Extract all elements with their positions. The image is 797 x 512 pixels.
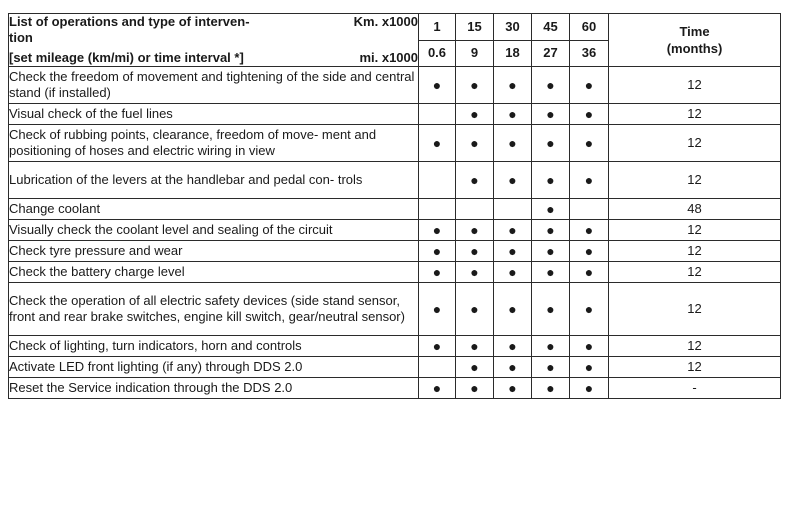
interval-mark: ● [456, 262, 494, 283]
months-label: (months) [666, 41, 723, 56]
interval-mark: ● [419, 125, 456, 162]
interval-mark: ● [532, 336, 570, 357]
operations-header-title: List of operations and type of interven- [9, 14, 250, 29]
interval-mark: ● [570, 67, 609, 104]
interval-mark: ● [419, 67, 456, 104]
operation-text: Check of lighting, turn indicators, horn and controls [9, 336, 419, 357]
operations-header-title-cont: tion [9, 30, 33, 45]
table-row [9, 336, 781, 357]
interval-mark: ● [456, 220, 494, 241]
interval-mark: ● [419, 336, 456, 357]
time-interval-value: 48 [609, 199, 781, 220]
km-interval: 45 [532, 14, 570, 41]
interval-mark: ● [532, 104, 570, 125]
interval-mark: ● [532, 125, 570, 162]
table-row [9, 283, 781, 336]
interval-mark: ● [494, 104, 532, 125]
interval-mark: ● [570, 241, 609, 262]
time-interval-value: 12 [609, 162, 781, 199]
time-interval-value: 12 [609, 104, 781, 125]
time-months-header [609, 14, 781, 67]
empty-cell [570, 199, 609, 220]
empty-cell [494, 199, 532, 220]
km-interval: 1 [419, 14, 456, 41]
mi-interval: 27 [532, 40, 570, 67]
interval-mark: ● [456, 104, 494, 125]
interval-mark: ● [570, 283, 609, 336]
interval-mark: ● [456, 125, 494, 162]
time-interval-value: - [609, 378, 781, 399]
operation-text: Check the freedom of movement and tightening of the side and central stand (if installed) [9, 67, 419, 104]
interval-mark: ● [494, 357, 532, 378]
interval-mark: ● [570, 220, 609, 241]
table-row [9, 262, 781, 283]
interval-note: [set mileage (km/mi) or time interval *] [9, 50, 244, 65]
operation-text: Lubrication of the levers at the handlebar and pedal con- trols [9, 162, 419, 199]
interval-mark: ● [532, 199, 570, 220]
empty-cell [419, 104, 456, 125]
interval-mark: ● [570, 262, 609, 283]
interval-mark: ● [532, 162, 570, 199]
interval-mark: ● [494, 241, 532, 262]
interval-mark: ● [494, 125, 532, 162]
km-unit-label: Km. x1000 [353, 14, 418, 29]
interval-mark: ● [532, 241, 570, 262]
interval-mark: ● [570, 162, 609, 199]
time-interval-value: 12 [609, 336, 781, 357]
mi-interval: 18 [494, 40, 532, 67]
interval-mark: ● [456, 336, 494, 357]
time-interval-value: 12 [609, 220, 781, 241]
interval-mark: ● [456, 241, 494, 262]
interval-mark: ● [456, 162, 494, 199]
operation-text: Check the operation of all electric safety devices (side stand sensor, front and rear brake switches, engine kill switch, gear/neutral sensor) [9, 283, 419, 336]
interval-mark: ● [494, 283, 532, 336]
interval-mark: ● [532, 357, 570, 378]
table-row [9, 125, 781, 162]
mi-interval: 36 [570, 40, 609, 67]
operation-text: Check the battery charge level [9, 262, 419, 283]
mi-interval: 0.6 [419, 40, 456, 67]
interval-mark: ● [419, 283, 456, 336]
operation-text: Reset the Service indication through the DDS 2.0 [9, 378, 419, 399]
empty-cell [419, 357, 456, 378]
operation-text: Check of rubbing points, clearance, freedom of move- ment and positioning of hoses and electric wiring in view [9, 125, 419, 162]
table-row [9, 162, 781, 199]
operation-text: Check tyre pressure and wear [9, 241, 419, 262]
time-label: Time [679, 24, 710, 39]
km-interval: 30 [494, 14, 532, 41]
interval-mark: ● [419, 241, 456, 262]
interval-mark: ● [494, 378, 532, 399]
interval-mark: ● [532, 67, 570, 104]
time-interval-value: 12 [609, 357, 781, 378]
interval-mark: ● [419, 262, 456, 283]
time-interval-value: 12 [609, 125, 781, 162]
interval-mark: ● [494, 336, 532, 357]
interval-mark: ● [532, 262, 570, 283]
interval-mark: ● [570, 357, 609, 378]
time-interval-value: 12 [609, 67, 781, 104]
interval-mark: ● [494, 262, 532, 283]
operation-text: Visually check the coolant level and sealing of the circuit [9, 220, 419, 241]
interval-mark: ● [456, 67, 494, 104]
empty-cell [419, 199, 456, 220]
interval-mark: ● [494, 162, 532, 199]
km-interval: 60 [570, 14, 609, 41]
interval-mark: ● [456, 283, 494, 336]
mi-unit-label: mi. x1000 [359, 50, 418, 65]
table-row [9, 104, 781, 125]
interval-mark: ● [456, 378, 494, 399]
table-row [9, 241, 781, 262]
empty-cell [456, 199, 494, 220]
empty-cell [419, 162, 456, 199]
maintenance-schedule-table [8, 13, 781, 399]
operations-list [9, 67, 781, 399]
time-interval-value: 12 [609, 283, 781, 336]
interval-mark: ● [570, 378, 609, 399]
interval-mark: ● [456, 357, 494, 378]
interval-mark: ● [570, 104, 609, 125]
time-interval-value: 12 [609, 262, 781, 283]
interval-mark: ● [494, 67, 532, 104]
table-row [9, 67, 781, 104]
operations-header-cell [9, 14, 419, 67]
interval-mark: ● [570, 336, 609, 357]
km-interval: 15 [456, 14, 494, 41]
table-row [9, 220, 781, 241]
mi-interval: 9 [456, 40, 494, 67]
operation-text: Activate LED front lighting (if any) through DDS 2.0 [9, 357, 419, 378]
header-row-km [9, 14, 781, 41]
operation-text: Visual check of the fuel lines [9, 104, 419, 125]
interval-mark: ● [532, 283, 570, 336]
interval-mark: ● [570, 125, 609, 162]
time-interval-value: 12 [609, 241, 781, 262]
interval-mark: ● [419, 378, 456, 399]
interval-mark: ● [494, 220, 532, 241]
table-row [9, 357, 781, 378]
operation-text: Change coolant [9, 199, 419, 220]
interval-mark: ● [419, 220, 456, 241]
table-row [9, 378, 781, 399]
table-row [9, 199, 781, 220]
interval-mark: ● [532, 378, 570, 399]
interval-mark: ● [532, 220, 570, 241]
